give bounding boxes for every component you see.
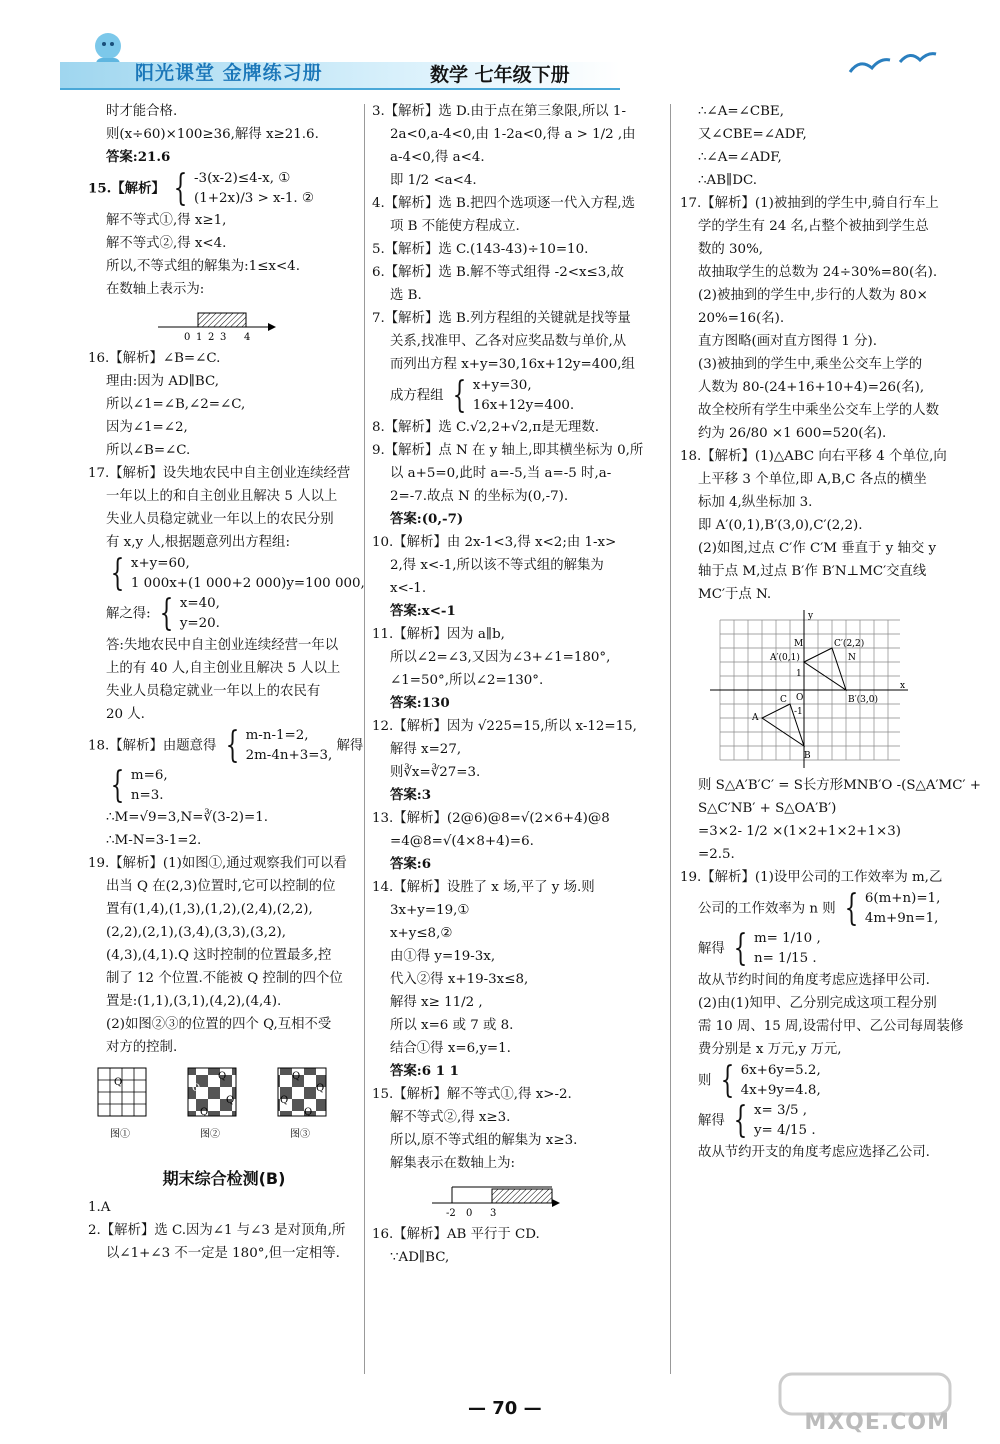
answer-line: 答案:x<-1 xyxy=(390,603,456,619)
text-line: 解得 xyxy=(698,1113,725,1129)
question-line: 7.【解析】选 B.列方程组的关键就是找等量 xyxy=(372,311,631,326)
text-line: =2.5. xyxy=(698,847,735,862)
tick-label: 4 xyxy=(244,332,251,343)
system-line: 16x+12y=400. xyxy=(472,398,575,413)
system-line: 1 000x+(1 000+2 000)y=100 000, xyxy=(130,576,365,591)
text-line: 2a<0,a-4<0,由 1-2a<0,得 a > 1/2 ,由 xyxy=(390,127,636,142)
equation-system: { m-n-1=2, 2m-4n+3=3, xyxy=(225,725,333,766)
text-line: 所以∠1=∠B,∠2=∠C, xyxy=(106,397,246,412)
answer-column-2 xyxy=(372,100,660,1269)
text-line: 故从节约开支的角度考虑应选择乙公司. xyxy=(698,1145,930,1160)
question-line: 13.【解析】(2@6)@8=√(2×6+4)@8 xyxy=(372,811,610,826)
question-line: 11.【解析】因为 a∥b, xyxy=(372,627,505,642)
equation-system: { 6(m+n)=1, 4m+9n=1, xyxy=(844,888,941,929)
text-line: 以∠1+∠3 不一定是 180°,但一定相等. xyxy=(106,1246,340,1261)
answer-line: 答案:130 xyxy=(390,695,450,711)
text-line: =3×2- 1/2 ×(1×2+1×2+1×3) xyxy=(698,824,901,839)
text-line: 故从节约时间的角度考虑应选择甲公司. xyxy=(698,973,930,988)
solution-system: { m= 1/10 , n= 1/15 . xyxy=(733,928,821,969)
axis-label: x xyxy=(900,681,906,691)
text-line: ∠1=50°,所以∠2=130°. xyxy=(390,673,544,688)
text-line: x<-1. xyxy=(390,581,427,596)
system-line: y=20. xyxy=(179,616,220,631)
text-line: a-4<0,得 a<4. xyxy=(390,150,485,165)
text-line: 出当 Q 在(2,3)位置时,它可以控制的位 xyxy=(106,879,336,894)
text-line: 解得 x≥ 11/2 , xyxy=(390,995,483,1010)
text-line: x+y≤8,② xyxy=(390,926,453,941)
question-line: 16.【解析】∠B=∠C. xyxy=(88,351,221,366)
svg-text:Q: Q xyxy=(200,1107,209,1118)
text-line: 即 1/2 <a<4. xyxy=(390,173,477,188)
birds-decoration-icon xyxy=(840,42,950,92)
text-line: (2,2),(2,1),(3,4),(3,3),(3,2), xyxy=(106,925,287,940)
text-line: 对方的控制. xyxy=(106,1040,178,1055)
coordinate-grid-figure xyxy=(710,610,910,770)
text-line: (2)由(1)知甲、乙分别完成这项工程分别 xyxy=(698,996,937,1011)
question-line: 19.【解析】(1)如图①,通过观察我们可以看 xyxy=(88,856,347,871)
point-label: B′(3,0) xyxy=(848,695,878,705)
text-line: 解得 xyxy=(698,941,725,957)
text-line: 失业人员稳定就业一年以上的农民有 xyxy=(106,684,321,699)
text-line: 则(x÷60)×100≥36,解得 x≥21.6. xyxy=(106,127,319,142)
tick-label: 3 xyxy=(490,1208,497,1219)
column-divider xyxy=(670,104,671,1374)
grid-figure-3 xyxy=(278,1068,326,1140)
page-header xyxy=(0,0,1000,95)
system-line: x=40, xyxy=(179,596,220,611)
text-line: 时才能合格. xyxy=(106,104,178,119)
point-label: B xyxy=(804,751,811,761)
svg-text:Q: Q xyxy=(192,1083,201,1094)
text-line: 故全校所有学生中乘坐公交车上学的人数 xyxy=(698,403,940,418)
text-line: (2)被抽到的学生中,步行的人数为 80× xyxy=(698,288,928,303)
tick-label: 0 xyxy=(466,1208,473,1219)
tick-label: -1 xyxy=(794,707,803,717)
text-line: 在数轴上表示为: xyxy=(106,282,205,297)
system-line: y= 4/15 . xyxy=(753,1123,816,1138)
queen-grid-figures xyxy=(88,1063,348,1153)
text-line: 数的 30%, xyxy=(698,242,764,257)
text-line: 关系,找准甲、乙各对应奖品数与单价,从 xyxy=(390,334,627,349)
question-line: 1.A xyxy=(88,1200,111,1215)
system-line: 2m-4n+3=3, xyxy=(245,748,333,763)
figure-label: 图③ xyxy=(290,1129,310,1140)
text-line: 故抽取学生的总数为 24÷30%=80(名). xyxy=(698,265,938,280)
system-line: n= 1/15 . xyxy=(753,951,817,966)
text-line: 人数为 80-(24+16+10+4)=26(名), xyxy=(698,380,925,395)
question-line: 15.【解析】解不等式①,得 x>-2. xyxy=(372,1087,572,1102)
page-number: — 70 — xyxy=(468,1398,542,1419)
watermark-text: MXQE.COM xyxy=(804,1410,950,1435)
text-line: 成方程组 xyxy=(390,388,444,404)
system-line: 6x+6y=5.2, xyxy=(740,1063,821,1078)
text-line: (2)如图,过点 C′作 C′M 垂直于 y 轴交 y xyxy=(698,541,937,556)
text-line: 解不等式②,得 x<4. xyxy=(106,236,227,251)
text-line: 置是:(1,1),(3,1),(4,2),(4,4). xyxy=(106,994,282,1009)
tick-label: 0 xyxy=(184,332,191,343)
text-line: 标加 4,纵坐标加 3. xyxy=(698,495,813,510)
text-line: 项 B 不能使方程成立. xyxy=(390,219,520,234)
text-line: 有 x,y 人,根据题意列出方程组: xyxy=(106,535,290,550)
system-line: x= 3/5 , xyxy=(753,1103,808,1118)
tick-label: 2 xyxy=(208,332,215,343)
text-line: 制了 12 个位置.不能被 Q 控制的四个位 xyxy=(106,971,343,986)
point-label: N xyxy=(848,653,856,663)
answer-column-3 xyxy=(680,100,982,1164)
question-line: 4.【解析】选 B.把四个选项逐一代入方程,选 xyxy=(372,196,636,211)
text-line: 以 a+5=0,此时 a=-5,当 a=-5 时,a- xyxy=(390,466,612,481)
system-line: 4x+9y=4.8, xyxy=(740,1083,821,1098)
tick-label: 1 xyxy=(796,669,802,679)
text-line: 所以∠2=∠3,又因为∠3+∠1=180°, xyxy=(390,650,611,665)
svg-text:Q: Q xyxy=(114,1077,123,1088)
text-line: 所以 x=6 或 7 或 8. xyxy=(390,1018,514,1033)
question-line: 18.【解析】(1)△ABC 向右平移 4 个单位,向 xyxy=(680,449,947,464)
text-line: S△C′NB′ + S△OA′B′) xyxy=(698,801,837,816)
tick-label: 3 xyxy=(220,332,227,343)
point-label: C xyxy=(780,695,787,705)
text-line: 所以,不等式组的解集为:1≤x<4. xyxy=(106,259,300,274)
text-line: 轴于点 M,过点 B′作 B′N⊥MC′交直线 xyxy=(698,564,927,579)
system-line: n=3. xyxy=(130,788,164,803)
svg-text:Q: Q xyxy=(218,1071,227,1082)
text-line: 所以∠B=∠C. xyxy=(106,443,191,458)
svg-text:Q: Q xyxy=(304,1107,313,1118)
text-line: 解不等式②,得 x≥3. xyxy=(390,1110,511,1125)
answer-column-1 xyxy=(88,100,365,1265)
answer-line: 答案:6 1 1 xyxy=(390,1063,459,1079)
text-line: 解得 x=27, xyxy=(390,742,462,757)
text-line: (4,3),(4,1).Q 这时控制的位置最多,控 xyxy=(106,948,332,963)
text-line: 则 xyxy=(698,1073,712,1089)
question-line: 2.【解析】选 C.因为∠1 与∠3 是对顶角,所 xyxy=(88,1223,346,1238)
text-line: 理由:因为 AD∥BC, xyxy=(106,374,220,389)
text-line: (2)如图②③的位置的四个 Q,互相不受 xyxy=(106,1017,332,1032)
system-line: 6(m+n)=1, xyxy=(864,891,941,906)
text-line: 公司的工作效率为 n 则 xyxy=(698,901,836,917)
question-line: 19.【解析】(1)设甲公司的工作效率为 m,乙 xyxy=(680,870,943,885)
text-line: 选 B. xyxy=(390,288,422,303)
text-line: 解不等式①,得 x≥1, xyxy=(106,213,227,228)
solution-system: { x= 3/5 , y= 4/15 . xyxy=(733,1100,816,1141)
system-line: (1+2x)/3 > x-1. ② xyxy=(194,191,314,206)
point-label: M xyxy=(794,639,804,649)
tick-label: -2 xyxy=(446,1208,456,1219)
svg-text:Q: Q xyxy=(226,1095,235,1106)
text-line: 20%=16(名). xyxy=(698,311,785,326)
grid-figure-2 xyxy=(188,1068,236,1140)
question-line: 3.【解析】选 D.由于点在第三象限,所以 1- xyxy=(372,104,626,119)
brand-title: 阳光课堂 金牌练习册 xyxy=(135,62,323,84)
text-line: 2,得 x<-1,所以该不等式组的解集为 xyxy=(390,558,604,573)
text-line: 又∠CBE=∠ADF, xyxy=(698,127,807,142)
text-line: (3)被抽到的学生中,乘坐公交车上学的 xyxy=(698,357,923,372)
text-line: 上的有 40 人,自主创业且解决 5 人以上 xyxy=(106,661,341,676)
system-line: x+y=30, xyxy=(472,378,532,393)
system-line: x+y=60, xyxy=(130,556,190,571)
column-divider xyxy=(364,104,365,1374)
text-line: 需 10 周、15 周,设需付甲、乙公司每周装修 xyxy=(698,1019,964,1034)
text-line: ∴M=√9=3,N=∛(3-2)=1. xyxy=(106,810,268,825)
system-line: m-n-1=2, xyxy=(245,728,309,743)
answer-line: 答案:6 xyxy=(390,856,432,872)
text-line: 约为 26/80 ×1 600=520(名). xyxy=(698,426,887,441)
subject-title: 数学 七年级下册 xyxy=(430,64,570,86)
point-label: C′(2,2) xyxy=(834,639,865,649)
answer-line: 答案:(0,-7) xyxy=(390,511,464,527)
text-line: 即 A′(0,1),B′(3,0),C′(2,2). xyxy=(698,518,863,533)
text-line: 代入②得 x+19-3x≤8, xyxy=(390,972,529,987)
number-line-figure xyxy=(88,305,288,343)
solution-system: { m=6, n=3. xyxy=(110,765,168,806)
number-line-figure-2 xyxy=(372,1179,572,1219)
text-line: 一年以上的和自主创业且解决 5 人以上 xyxy=(106,489,338,504)
system-line: 4m+9n=1, xyxy=(864,911,939,926)
answer-line: 答案:21.6 xyxy=(106,149,171,165)
text-line: 解集表示在数轴上为: xyxy=(390,1156,516,1171)
question-number: 15.【解析】 xyxy=(88,180,165,197)
text-line: 3x+y=19,① xyxy=(390,903,470,918)
figure-label: 图② xyxy=(200,1129,220,1140)
text-line: 解得 xyxy=(336,738,364,754)
equation-system: { x+y=60, 1 000x+(1 000+2 000)y=100 000, xyxy=(110,553,365,594)
question-line: 16.【解析】AB 平行于 CD. xyxy=(372,1227,540,1242)
text-line: 解之得: xyxy=(106,606,151,622)
svg-text:Q: Q xyxy=(280,1095,289,1106)
text-line: 而列出方程 x+y=30,16x+12y=400,组 xyxy=(390,357,635,372)
text-line: MC′于点 N. xyxy=(698,587,772,602)
question-line: 9.【解析】点 N 在 y 轴上,即其横坐标为 0,所 xyxy=(372,443,644,458)
question-line: 5.【解析】选 C.(143-43)÷10=10. xyxy=(372,242,589,257)
text-line: 由①得 y=19-3x, xyxy=(390,949,496,964)
text-line: 则 S△A′B′C′ = S长方形MNB′O -(S△A′MC′ + xyxy=(698,778,982,793)
question-line: 18.【解析】由题意得 xyxy=(88,738,217,754)
text-line: 2=-7.故点 N 的坐标为(0,-7). xyxy=(390,489,569,504)
text-line: ∵AD∥BC, xyxy=(390,1250,450,1265)
text-line: ∴M-N=3-1=2. xyxy=(106,833,202,848)
point-label: A′(0,1) xyxy=(770,653,800,663)
text-line: ∴∠A=∠ADF, xyxy=(698,150,782,165)
grid-figure-1 xyxy=(98,1068,146,1140)
question-line: 17.【解析】(1)被抽到的学生中,骑自行车上 xyxy=(680,196,939,211)
text-line: 直方图略(画对直方图得 1 分). xyxy=(698,334,878,349)
system-line: m= 1/10 , xyxy=(753,931,821,946)
text-line: 结合①得 x=6,y=1. xyxy=(390,1041,511,1056)
axis-label: y xyxy=(808,611,814,621)
question-line: 17.【解析】设失地农民中自主创业连续经营 xyxy=(88,466,351,481)
system-line: -3(x-2)≤4-x, ① xyxy=(194,171,291,186)
solution-system: { x=40, y=20. xyxy=(159,593,220,634)
text-line: 所以,原不等式组的解集为 x≥3. xyxy=(390,1133,578,1148)
text-line: 失业人员稳定就业一年以上的农民分别 xyxy=(106,512,334,527)
origin-label: O xyxy=(796,693,804,703)
question-line: 6.【解析】选 B.解不等式组得 -2<x≤3,故 xyxy=(372,265,624,280)
svg-text:Q: Q xyxy=(316,1083,325,1094)
text-line: ∴AB∥DC. xyxy=(698,173,757,188)
text-line: ∴∠A=∠CBE, xyxy=(698,104,784,119)
question-line: 12.【解析】因为 √225=15,所以 x-12=15, xyxy=(372,719,637,734)
figure-label: 图① xyxy=(110,1129,130,1140)
question-line: 8.【解析】选 C.√2,2+√2,π是无理数. xyxy=(372,420,599,435)
text-line: =4@8=√(4×8+4)=6. xyxy=(390,834,534,849)
text-line: 费分别是 x 万元,y 万元, xyxy=(698,1042,842,1057)
text-line: 上平移 3 个单位,即 A,B,C 各点的横坐 xyxy=(698,472,927,487)
text-line: 则∛x=∛27=3. xyxy=(390,765,481,780)
text-line: 答:失地农民中自主创业连续经营一年以 xyxy=(106,638,339,653)
system-line: m=6, xyxy=(130,768,168,783)
tick-label: 1 xyxy=(196,332,203,343)
equation-system: { 6x+6y=5.2, 4x+9y=4.8, xyxy=(720,1060,821,1101)
equation-system: { x+y=30, 16x+12y=400. xyxy=(452,375,575,416)
text-line: 置有(1,4),(1,3),(1,2),(2,4),(2,2), xyxy=(106,902,313,917)
inequality-system: { -3(x-2)≤4-x, ① (1+2x)/3 > x-1. ② xyxy=(173,168,314,209)
answer-line: 答案:3 xyxy=(390,787,432,803)
text-line: 因为∠1=∠2, xyxy=(106,420,188,435)
point-label: A xyxy=(752,713,759,723)
text-line: 20 人. xyxy=(106,707,145,722)
question-line: 10.【解析】由 2x-1<3,得 x<2;由 1-x> xyxy=(372,535,617,550)
question-line: 14.【解析】设胜了 x 场,平了 y 场.则 xyxy=(372,880,595,895)
svg-text:Q: Q xyxy=(292,1071,301,1082)
text-line: 学的学生有 24 名,占整个被抽到学生总 xyxy=(698,219,929,234)
section-title: 期末综合检测(B) xyxy=(162,1169,286,1188)
